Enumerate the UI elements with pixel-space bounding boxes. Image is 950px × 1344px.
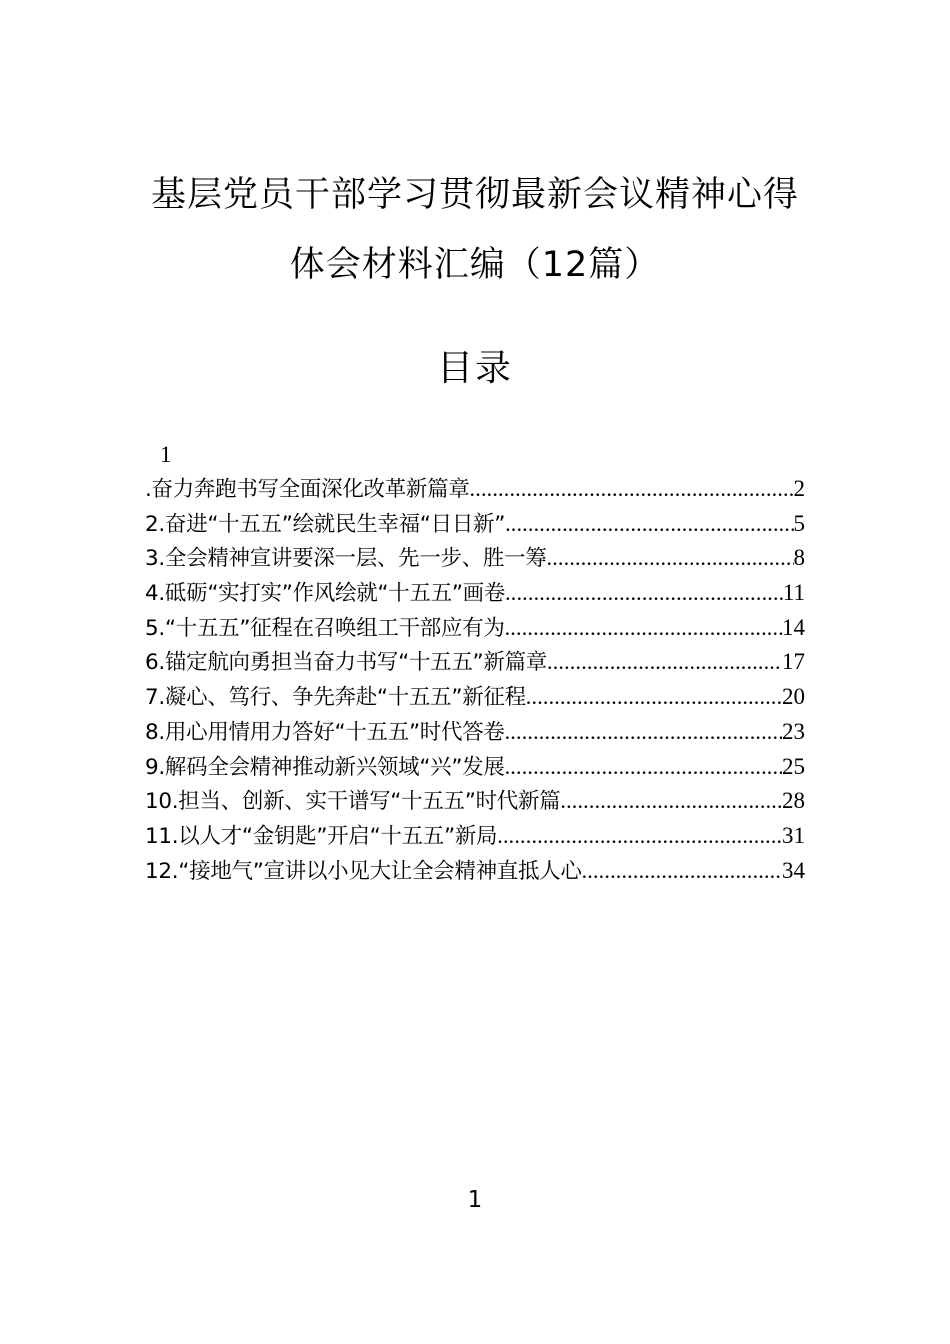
toc-entry-page: 5 <box>793 510 805 536</box>
toc-lead-number: 1 <box>160 442 172 467</box>
toc-dot-leader <box>505 611 782 646</box>
toc-entry-label: 12.“接地气”宣讲以小见大让全会精神直抵人心 <box>145 858 582 884</box>
toc-entry-label: 8.用心用情用力答好“十五五”时代答卷 <box>145 719 505 745</box>
toc-dot-leader <box>505 750 782 785</box>
toc-entry-page: 28 <box>782 788 805 814</box>
toc-entry[interactable] <box>145 576 805 611</box>
toc-entry[interactable] <box>145 784 805 819</box>
toc-entry-page: 17 <box>782 649 805 675</box>
toc-dot-leader <box>497 819 782 854</box>
toc-entry[interactable] <box>145 750 805 785</box>
toc-entry[interactable] <box>145 715 805 750</box>
toc-dot-leader <box>505 507 793 542</box>
toc-entry[interactable] <box>145 645 805 680</box>
toc-dot-leader <box>505 715 782 750</box>
table-of-contents <box>145 438 805 888</box>
page-number: 1 <box>467 1187 483 1213</box>
toc-entry-label: 9.解码全会精神推动新兴领域“兴”发展 <box>145 754 505 780</box>
toc-dot-leader <box>470 472 794 507</box>
toc-entry[interactable] <box>145 854 805 889</box>
toc-entry-page: 25 <box>782 753 805 779</box>
toc-entry-label: 4.砥砺“实打实”作风绘就“十五五”画卷 <box>145 581 506 607</box>
toc-dot-leader <box>505 576 783 611</box>
toc-entry-page: 20 <box>782 684 805 710</box>
toc-entry-page: 8 <box>793 545 805 571</box>
toc-entry[interactable] <box>145 611 805 646</box>
toc-entry-label: 10.担当、创新、实干谱写“十五五”时代新篇 <box>145 789 561 815</box>
toc-heading: 目录 <box>436 348 513 389</box>
toc-entry[interactable] <box>145 472 805 507</box>
toc-entry-label: 6.锚定航向勇担当奋力书写“十五五”新篇章 <box>145 650 547 676</box>
toc-entry-page: 14 <box>782 614 805 640</box>
toc-entry-label: 5.“十五五”征程在召唤组工干部应有为 <box>145 615 505 641</box>
toc-entry-page: 11 <box>782 580 805 606</box>
toc-dot-leader <box>582 854 782 889</box>
toc-dot-leader <box>547 541 794 576</box>
toc-dot-leader <box>547 645 782 680</box>
toc-entry[interactable] <box>145 541 805 576</box>
toc-entry-page: 31 <box>782 822 805 848</box>
toc-dot-leader <box>560 784 782 819</box>
toc-entry[interactable] <box>145 680 805 715</box>
toc-entry-label: 2.奋进“十五五”绘就民生幸福“日日新” <box>145 511 506 537</box>
toc-entry-page: 2 <box>793 476 805 501</box>
document-title-line-2: 体会材料汇编（12篇） <box>289 245 661 285</box>
toc-entry-label: .奋力奔跑书写全面深化改革新篇章 <box>145 477 470 502</box>
toc-entry-label: 11.以人才“金钥匙”开启“十五五”新局 <box>145 823 498 849</box>
toc-entry-page: 34 <box>782 857 805 883</box>
toc-entry[interactable] <box>145 507 805 542</box>
toc-entry-label: 3.全会精神宣讲要深一层、先一步、胜一筹 <box>145 546 547 572</box>
toc-entry-page: 23 <box>782 718 805 744</box>
toc-entry-label: 7.凝心、笃行、争先奔赴“十五五”新征程 <box>145 685 526 711</box>
toc-entry[interactable] <box>145 819 805 854</box>
toc-dot-leader <box>526 680 782 715</box>
document-title-line-1: 基层党员干部学习贯彻最新会议精神心得 <box>150 175 799 215</box>
